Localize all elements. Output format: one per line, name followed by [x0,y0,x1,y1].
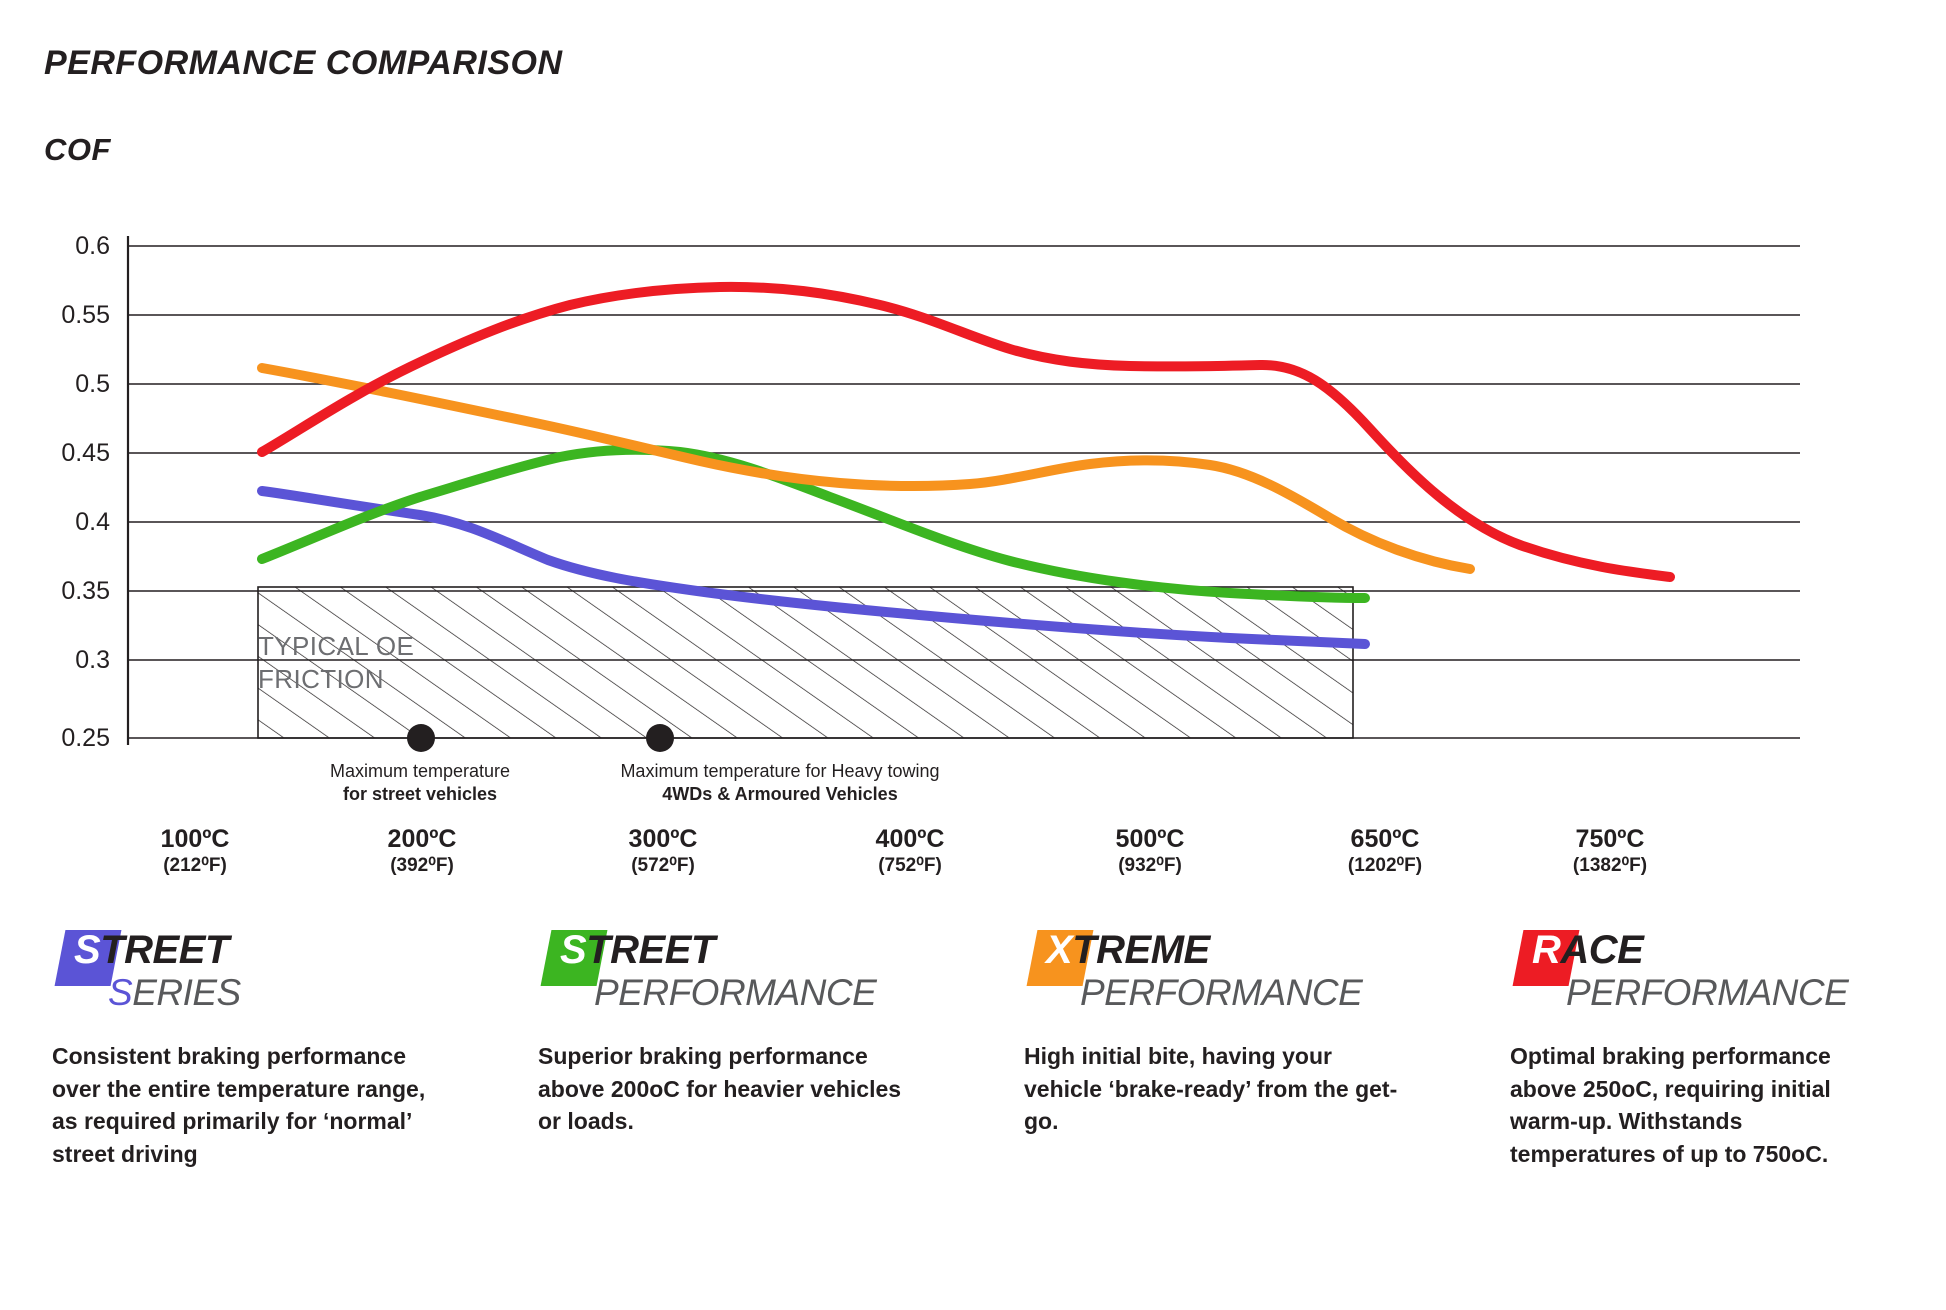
y-tick-7: 0.25 [61,724,110,752]
product-race-performance [1458,920,1944,1171]
logo-word-line1 [1532,928,1643,973]
y-tick-4: 0.4 [75,508,110,536]
logo-word2-text: PERFORMANCE [594,972,877,1013]
x-tick-300c [553,825,773,878]
x-tick-100c-fahrenheit: (212⁰F) [163,854,227,876]
logo-badge-letter: R [1532,928,1561,972]
logo-word1: TREME [1072,928,1210,972]
y-tick-6: 0.3 [75,646,110,674]
x-tick-650c-fahrenheit: (1202⁰F) [1347,854,1423,876]
marker-note-street-line2: for street vehicles [342,783,498,804]
logo-badge-letter: S [74,928,101,972]
logo-word2-text: ERIES [132,972,241,1013]
x-tick-750c-celsius: 750ºC [1575,825,1645,853]
typical-oe-band [258,587,1353,738]
x-tick-200c [312,825,532,878]
logo-street-series [52,920,432,1030]
y-tick-3: 0.45 [61,439,110,467]
marker-note-street-line1: Maximum temperature [329,761,511,781]
logo-street-performance [538,920,918,1030]
logo-word-line1 [1046,928,1210,973]
x-tick-200c-fahrenheit: (392⁰F) [390,854,454,876]
product-street-series [0,920,486,1171]
x-tick-400c-fahrenheit: (752⁰F) [878,854,942,876]
product-description: Optimal braking performance above 250oC, requiring initial warm-up. Withstands temperatures of up to 750oC. [1510,1043,1831,1167]
logo-word1: TREET [586,928,715,972]
logo-xtreme-performance [1024,920,1404,1030]
logo-badge-letter: S [560,928,587,972]
marker-note-towing-line2: 4WDs & Armoured Vehicles [662,783,898,804]
logo-word1: TREET [100,928,229,972]
series-line-xtreme-performance [262,368,1470,569]
marker-note-heavy-towing [570,760,990,805]
product-description: Superior braking performance above 200oC for heavier vehicles or loads. [538,1043,902,1135]
logo-word-line2 [1566,972,1848,1014]
logo-word2-text: PERFORMANCE [1566,972,1849,1013]
product-description: High initial bite, having your vehicle ‘brake-ready’ from the get-go. [1024,1043,1398,1135]
logo-word-line1 [74,928,229,973]
product-street-performance [486,920,972,1171]
marker-note-street-vehicles [290,760,550,805]
product-legend [0,920,1946,1171]
x-tick-400c [800,825,1020,878]
product-description: Consistent braking performance over the entire temperature range, as required primarily for ‘normal’ street driving [52,1043,426,1167]
y-axis-title: COF [44,132,111,167]
logo-race-performance [1510,920,1890,1030]
x-tick-750c [1500,825,1720,878]
product-xtreme-performance [972,920,1458,1171]
x-tick-300c-fahrenheit: (572⁰F) [631,854,695,876]
oe-label-line2: FRICTION [258,663,384,694]
logo-word-line2 [1080,972,1362,1014]
x-tick-400c-celsius: 400ºC [875,825,945,853]
logo-badge-letter: X [1046,928,1073,972]
logo-word-line1 [560,928,715,973]
y-tick-2: 0.5 [75,370,110,398]
logo-word-line2 [108,972,241,1014]
marker-note-towing-line1: Maximum temperature for Heavy towing [620,761,940,781]
y-tick-5: 0.35 [61,577,110,605]
x-tick-500c [1040,825,1260,878]
x-tick-300c-celsius: 300ºC [628,825,698,853]
oe-label-line1: TYPICAL OE [258,631,415,661]
x-tick-500c-fahrenheit: (932⁰F) [1118,854,1182,876]
y-tick-1: 0.55 [61,301,110,329]
x-tick-100c-celsius: 100ºC [160,825,230,853]
logo-word1: ACE [1560,928,1644,972]
x-tick-750c-fahrenheit: (1382⁰F) [1572,854,1648,876]
logo-word-line2 [594,972,876,1014]
x-tick-650c [1275,825,1495,878]
y-tick-0: 0.6 [75,232,110,260]
logo-word2-letter: S [108,972,133,1013]
x-tick-100c [85,825,305,878]
series-line-street-performance [262,450,1365,598]
x-tick-200c-celsius: 200ºC [387,825,457,853]
x-tick-500c-celsius: 500ºC [1115,825,1185,853]
x-tick-650c-celsius: 650ºC [1350,825,1420,853]
typical-oe-friction-label [258,630,414,695]
page-title: PERFORMANCE COMPARISON [44,44,563,82]
logo-word2-text: PERFORMANCE [1080,972,1363,1013]
